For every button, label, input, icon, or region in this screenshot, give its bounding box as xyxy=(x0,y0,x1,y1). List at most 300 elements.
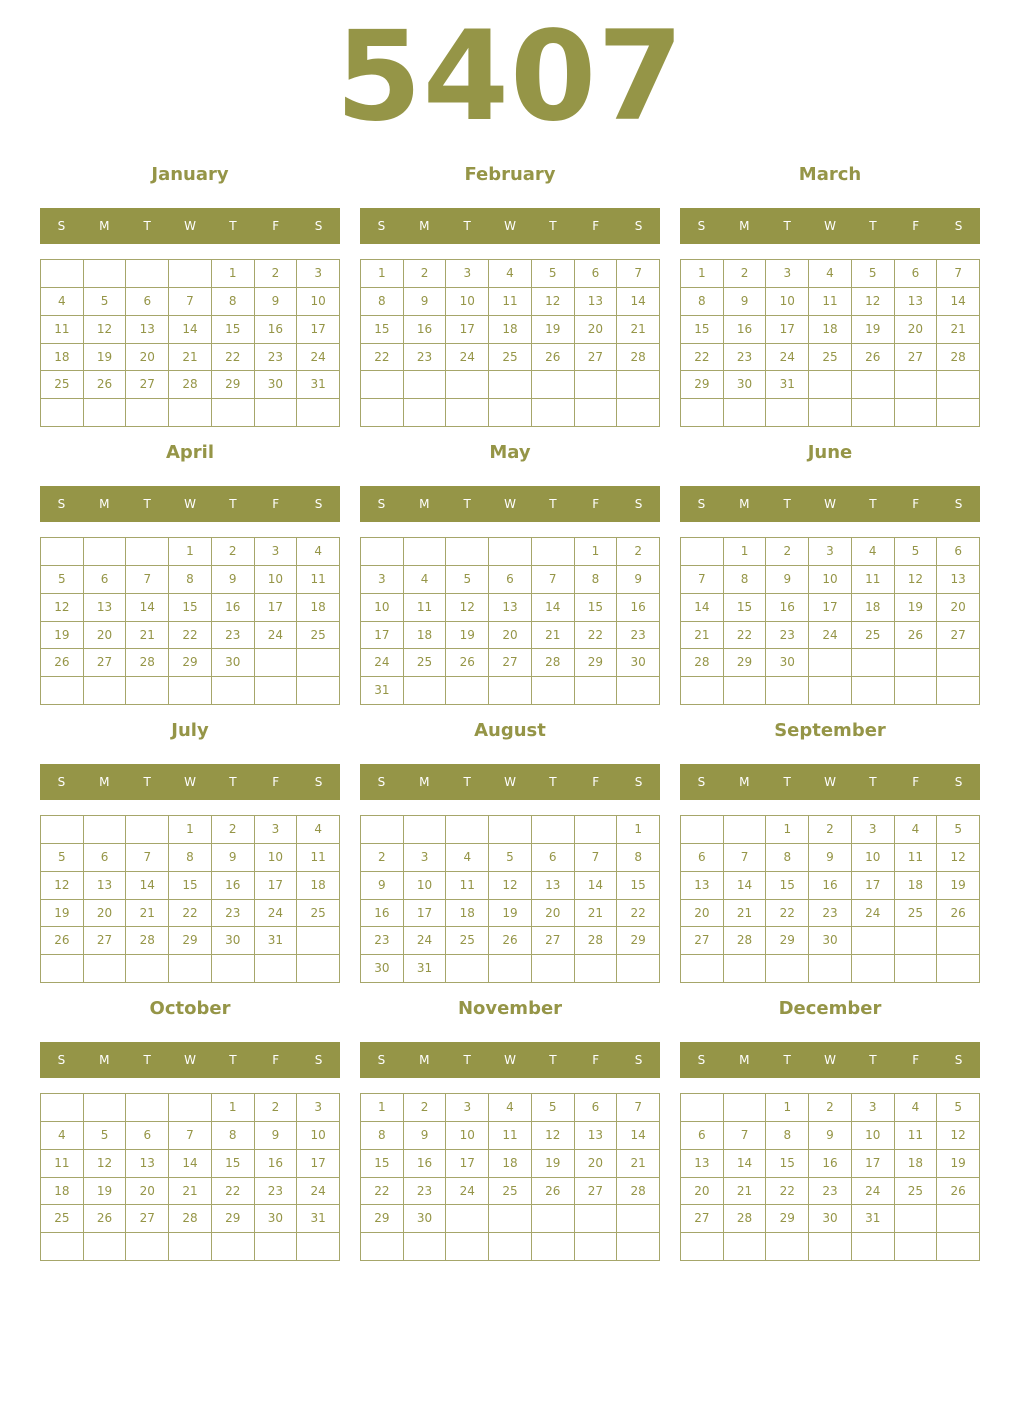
day-cell: 3 xyxy=(297,260,340,288)
empty-day-cell xyxy=(766,955,809,983)
day-cell: 11 xyxy=(404,594,447,622)
empty-day-cell xyxy=(489,955,532,983)
weekday-label: W xyxy=(504,497,516,511)
day-cell: 1 xyxy=(617,816,660,844)
empty-day-cell xyxy=(212,677,255,705)
empty-day-cell xyxy=(937,955,980,983)
day-cell: 18 xyxy=(809,316,852,344)
weekday-label: W xyxy=(184,219,196,233)
day-cell: 25 xyxy=(809,344,852,372)
empty-day-cell xyxy=(724,677,767,705)
day-cell: 11 xyxy=(297,566,340,594)
day-cell: 26 xyxy=(84,1205,127,1233)
day-cell: 29 xyxy=(724,649,767,677)
empty-day-cell xyxy=(212,399,255,427)
empty-day-cell xyxy=(532,1233,575,1261)
day-cell: 23 xyxy=(404,1178,447,1206)
day-cell: 9 xyxy=(766,566,809,594)
empty-day-cell xyxy=(41,955,84,983)
day-cell: 26 xyxy=(895,622,938,650)
weekday-header xyxy=(40,486,340,522)
day-cell: 12 xyxy=(489,872,532,900)
weekday-header xyxy=(680,1042,980,1078)
day-cell: 7 xyxy=(617,260,660,288)
weekday-label: T xyxy=(549,1053,557,1067)
weekday-label: W xyxy=(184,497,196,511)
day-cell: 29 xyxy=(681,371,724,399)
day-cell: 29 xyxy=(212,1205,255,1233)
empty-day-cell xyxy=(575,371,618,399)
day-cell: 22 xyxy=(169,900,212,928)
day-cell: 1 xyxy=(681,260,724,288)
empty-day-cell xyxy=(126,260,169,288)
day-cell: 20 xyxy=(575,316,618,344)
day-cell: 24 xyxy=(446,344,489,372)
weekday-header xyxy=(680,486,980,522)
weekday-label: S xyxy=(634,1053,643,1067)
empty-day-cell xyxy=(852,955,895,983)
weekday-header xyxy=(360,764,660,800)
day-cell: 14 xyxy=(681,594,724,622)
empty-day-cell xyxy=(937,677,980,705)
weekday-label: M xyxy=(99,497,110,511)
day-cell: 27 xyxy=(937,622,980,650)
day-cell: 22 xyxy=(617,900,660,928)
day-cell: 16 xyxy=(809,872,852,900)
empty-day-cell xyxy=(532,538,575,566)
weekday-label: M xyxy=(419,219,430,233)
day-cell: 12 xyxy=(84,1150,127,1178)
day-cell: 14 xyxy=(169,316,212,344)
empty-day-cell xyxy=(84,1233,127,1261)
empty-day-cell xyxy=(446,1233,489,1261)
weekday-label: T xyxy=(229,497,237,511)
day-cell: 15 xyxy=(766,1150,809,1178)
day-cell: 16 xyxy=(404,316,447,344)
weekday-label: T xyxy=(869,219,877,233)
day-cell: 25 xyxy=(41,1205,84,1233)
day-cell: 24 xyxy=(297,1178,340,1206)
day-cell: 24 xyxy=(852,1178,895,1206)
weekday-label: M xyxy=(739,1053,750,1067)
day-cell: 13 xyxy=(681,872,724,900)
day-cell: 26 xyxy=(41,927,84,955)
day-cell: 9 xyxy=(404,288,447,316)
day-cell: 31 xyxy=(255,927,298,955)
day-cell: 10 xyxy=(255,844,298,872)
day-cell: 22 xyxy=(212,344,255,372)
day-cell: 2 xyxy=(255,260,298,288)
day-cell: 18 xyxy=(895,872,938,900)
day-cell: 16 xyxy=(766,594,809,622)
day-cell: 22 xyxy=(169,622,212,650)
day-cell: 1 xyxy=(361,1094,404,1122)
day-cell: 21 xyxy=(169,344,212,372)
day-cell: 23 xyxy=(212,622,255,650)
day-cell: 24 xyxy=(766,344,809,372)
day-cell: 26 xyxy=(84,371,127,399)
empty-day-cell xyxy=(489,1233,532,1261)
weekday-header xyxy=(360,1042,660,1078)
day-cell: 7 xyxy=(126,566,169,594)
month-name: April xyxy=(165,442,215,463)
empty-day-cell xyxy=(809,399,852,427)
weekday-label: F xyxy=(592,219,600,233)
day-cell: 20 xyxy=(532,900,575,928)
day-cell: 18 xyxy=(852,594,895,622)
day-cell: 27 xyxy=(84,649,127,677)
day-cell: 13 xyxy=(84,872,127,900)
day-cell: 23 xyxy=(809,900,852,928)
empty-day-cell xyxy=(766,1233,809,1261)
empty-day-cell xyxy=(41,1233,84,1261)
day-cell: 2 xyxy=(809,1094,852,1122)
day-cell: 10 xyxy=(852,844,895,872)
empty-day-cell xyxy=(681,955,724,983)
day-cell: 28 xyxy=(126,649,169,677)
day-cell: 22 xyxy=(361,1178,404,1206)
weekday-label: T xyxy=(869,1053,877,1067)
day-cell: 9 xyxy=(809,844,852,872)
day-cell: 7 xyxy=(724,844,767,872)
empty-day-cell xyxy=(895,677,938,705)
day-cell: 2 xyxy=(404,1094,447,1122)
empty-day-cell xyxy=(724,1233,767,1261)
empty-day-cell xyxy=(852,649,895,677)
day-cell: 5 xyxy=(41,844,84,872)
empty-day-cell xyxy=(361,1233,404,1261)
day-cell: 27 xyxy=(575,344,618,372)
day-cell: 10 xyxy=(297,288,340,316)
empty-day-cell xyxy=(84,260,127,288)
day-cell: 23 xyxy=(255,344,298,372)
day-cell: 30 xyxy=(361,955,404,983)
empty-day-cell xyxy=(84,955,127,983)
empty-day-cell xyxy=(404,538,447,566)
empty-day-cell xyxy=(212,955,255,983)
day-cell: 8 xyxy=(361,288,404,316)
day-cell: 20 xyxy=(126,344,169,372)
day-cell: 22 xyxy=(766,1178,809,1206)
day-cell: 19 xyxy=(41,900,84,928)
weekday-label: S xyxy=(314,775,323,789)
day-grid xyxy=(680,259,980,427)
empty-day-cell xyxy=(681,1233,724,1261)
day-cell: 28 xyxy=(617,1178,660,1206)
day-cell: 18 xyxy=(297,594,340,622)
day-cell: 20 xyxy=(895,316,938,344)
empty-day-cell xyxy=(617,1233,660,1261)
weekday-label: T xyxy=(783,219,791,233)
day-cell: 4 xyxy=(489,1094,532,1122)
weekday-label: S xyxy=(377,1053,386,1067)
empty-day-cell xyxy=(895,1233,938,1261)
day-cell: 17 xyxy=(404,900,447,928)
day-cell: 12 xyxy=(895,566,938,594)
empty-day-cell xyxy=(852,677,895,705)
day-cell: 11 xyxy=(41,316,84,344)
day-cell: 2 xyxy=(361,844,404,872)
day-cell: 1 xyxy=(766,1094,809,1122)
weekday-label: W xyxy=(824,497,836,511)
day-cell: 2 xyxy=(404,260,447,288)
day-cell: 3 xyxy=(404,844,447,872)
day-cell: 12 xyxy=(852,288,895,316)
day-cell: 23 xyxy=(809,1178,852,1206)
day-cell: 8 xyxy=(361,1122,404,1150)
day-cell: 9 xyxy=(255,1122,298,1150)
day-cell: 30 xyxy=(212,927,255,955)
empty-day-cell xyxy=(126,1233,169,1261)
day-cell: 20 xyxy=(489,622,532,650)
day-cell: 7 xyxy=(169,288,212,316)
day-cell: 26 xyxy=(937,900,980,928)
empty-day-cell xyxy=(681,538,724,566)
weekday-label: T xyxy=(463,219,471,233)
day-cell: 30 xyxy=(766,649,809,677)
empty-day-cell xyxy=(297,649,340,677)
empty-day-cell xyxy=(724,1094,767,1122)
month-name: December xyxy=(778,998,882,1019)
day-cell: 18 xyxy=(446,900,489,928)
empty-day-cell xyxy=(809,955,852,983)
empty-day-cell xyxy=(766,677,809,705)
day-cell: 22 xyxy=(724,622,767,650)
weekday-label: S xyxy=(634,497,643,511)
day-cell: 7 xyxy=(617,1094,660,1122)
empty-day-cell xyxy=(84,677,127,705)
day-cell: 25 xyxy=(489,344,532,372)
day-cell: 23 xyxy=(361,927,404,955)
day-cell: 18 xyxy=(489,316,532,344)
empty-day-cell xyxy=(126,399,169,427)
month-name: March xyxy=(798,164,862,185)
empty-day-cell xyxy=(446,677,489,705)
day-cell: 23 xyxy=(724,344,767,372)
day-cell: 14 xyxy=(575,872,618,900)
day-cell: 19 xyxy=(895,594,938,622)
weekday-label: S xyxy=(697,497,706,511)
day-cell: 26 xyxy=(532,1178,575,1206)
day-cell: 13 xyxy=(126,316,169,344)
weekday-label: S xyxy=(314,497,323,511)
day-cell: 9 xyxy=(617,566,660,594)
day-cell: 9 xyxy=(809,1122,852,1150)
day-cell: 21 xyxy=(617,316,660,344)
day-cell: 6 xyxy=(532,844,575,872)
day-cell: 21 xyxy=(169,1178,212,1206)
day-cell: 8 xyxy=(212,1122,255,1150)
empty-day-cell xyxy=(532,371,575,399)
day-cell: 8 xyxy=(724,566,767,594)
empty-day-cell xyxy=(617,399,660,427)
day-cell: 13 xyxy=(575,1122,618,1150)
empty-day-cell xyxy=(937,927,980,955)
weekday-label: T xyxy=(463,775,471,789)
empty-day-cell xyxy=(489,1205,532,1233)
weekday-label: T xyxy=(229,219,237,233)
weekday-label: T xyxy=(549,219,557,233)
day-cell: 29 xyxy=(766,927,809,955)
day-cell: 9 xyxy=(361,872,404,900)
empty-day-cell xyxy=(895,1205,938,1233)
day-cell: 11 xyxy=(895,844,938,872)
day-cell: 19 xyxy=(446,622,489,650)
day-cell: 2 xyxy=(212,816,255,844)
day-cell: 12 xyxy=(937,844,980,872)
day-cell: 30 xyxy=(212,649,255,677)
empty-day-cell xyxy=(617,371,660,399)
empty-day-cell xyxy=(169,955,212,983)
empty-day-cell xyxy=(297,677,340,705)
day-cell: 19 xyxy=(532,1150,575,1178)
weekday-label: M xyxy=(419,775,430,789)
day-cell: 6 xyxy=(126,288,169,316)
empty-day-cell xyxy=(681,1094,724,1122)
day-cell: 27 xyxy=(575,1178,618,1206)
day-cell: 21 xyxy=(681,622,724,650)
weekday-label: T xyxy=(549,775,557,789)
weekday-label: W xyxy=(504,1053,516,1067)
empty-day-cell xyxy=(575,816,618,844)
day-cell: 5 xyxy=(895,538,938,566)
day-cell: 13 xyxy=(84,594,127,622)
day-cell: 16 xyxy=(255,1150,298,1178)
day-cell: 12 xyxy=(41,594,84,622)
day-cell: 15 xyxy=(212,1150,255,1178)
day-cell: 25 xyxy=(297,622,340,650)
day-cell: 23 xyxy=(212,900,255,928)
day-cell: 26 xyxy=(446,649,489,677)
weekday-label: S xyxy=(697,775,706,789)
empty-day-cell xyxy=(852,1233,895,1261)
empty-day-cell xyxy=(446,399,489,427)
day-cell: 31 xyxy=(404,955,447,983)
empty-day-cell xyxy=(575,1205,618,1233)
empty-day-cell xyxy=(404,399,447,427)
day-cell: 29 xyxy=(169,649,212,677)
empty-day-cell xyxy=(169,677,212,705)
day-cell: 15 xyxy=(724,594,767,622)
day-cell: 22 xyxy=(766,900,809,928)
day-cell: 9 xyxy=(404,1122,447,1150)
day-cell: 19 xyxy=(84,344,127,372)
day-cell: 6 xyxy=(84,566,127,594)
empty-day-cell xyxy=(852,371,895,399)
empty-day-cell xyxy=(532,1205,575,1233)
day-cell: 7 xyxy=(724,1122,767,1150)
day-cell: 1 xyxy=(724,538,767,566)
day-cell: 11 xyxy=(41,1150,84,1178)
empty-day-cell xyxy=(617,955,660,983)
day-cell: 28 xyxy=(169,371,212,399)
day-cell: 1 xyxy=(169,816,212,844)
day-cell: 28 xyxy=(617,344,660,372)
weekday-header xyxy=(680,208,980,244)
day-cell: 13 xyxy=(681,1150,724,1178)
empty-day-cell xyxy=(895,371,938,399)
day-cell: 9 xyxy=(212,566,255,594)
day-grid xyxy=(360,259,660,427)
day-cell: 21 xyxy=(575,900,618,928)
empty-day-cell xyxy=(575,955,618,983)
weekday-label: S xyxy=(954,497,963,511)
day-cell: 13 xyxy=(532,872,575,900)
day-cell: 27 xyxy=(126,1205,169,1233)
empty-day-cell xyxy=(809,649,852,677)
day-cell: 16 xyxy=(361,900,404,928)
day-cell: 14 xyxy=(617,1122,660,1150)
day-cell: 27 xyxy=(681,927,724,955)
empty-day-cell xyxy=(126,538,169,566)
day-cell: 29 xyxy=(575,649,618,677)
weekday-label: W xyxy=(504,219,516,233)
day-cell: 5 xyxy=(852,260,895,288)
day-cell: 17 xyxy=(766,316,809,344)
weekday-label: W xyxy=(824,219,836,233)
day-cell: 22 xyxy=(212,1178,255,1206)
weekday-header xyxy=(360,486,660,522)
empty-day-cell xyxy=(41,677,84,705)
empty-day-cell xyxy=(575,399,618,427)
day-cell: 1 xyxy=(212,1094,255,1122)
day-cell: 28 xyxy=(169,1205,212,1233)
weekday-label: W xyxy=(824,775,836,789)
day-cell: 14 xyxy=(126,594,169,622)
day-cell: 7 xyxy=(532,566,575,594)
day-cell: 31 xyxy=(852,1205,895,1233)
day-cell: 8 xyxy=(681,288,724,316)
empty-day-cell xyxy=(41,1094,84,1122)
empty-day-cell xyxy=(446,538,489,566)
day-cell: 5 xyxy=(84,1122,127,1150)
empty-day-cell xyxy=(126,955,169,983)
day-cell: 31 xyxy=(766,371,809,399)
weekday-label: F xyxy=(912,219,920,233)
weekday-label: T xyxy=(229,775,237,789)
day-cell: 23 xyxy=(617,622,660,650)
day-cell: 1 xyxy=(361,260,404,288)
empty-day-cell xyxy=(681,399,724,427)
day-cell: 24 xyxy=(852,900,895,928)
empty-day-cell xyxy=(41,399,84,427)
empty-day-cell xyxy=(84,399,127,427)
day-cell: 9 xyxy=(724,288,767,316)
day-cell: 15 xyxy=(361,316,404,344)
day-cell: 10 xyxy=(446,288,489,316)
day-cell: 4 xyxy=(852,538,895,566)
day-cell: 20 xyxy=(937,594,980,622)
day-cell: 6 xyxy=(895,260,938,288)
day-cell: 11 xyxy=(809,288,852,316)
day-cell: 5 xyxy=(532,1094,575,1122)
empty-day-cell xyxy=(489,677,532,705)
weekday-label: M xyxy=(99,775,110,789)
day-cell: 30 xyxy=(809,927,852,955)
weekday-label: T xyxy=(783,775,791,789)
month-name: September xyxy=(774,720,886,741)
day-cell: 16 xyxy=(404,1150,447,1178)
empty-day-cell xyxy=(255,677,298,705)
empty-day-cell xyxy=(895,927,938,955)
day-cell: 21 xyxy=(937,316,980,344)
day-cell: 23 xyxy=(404,344,447,372)
day-cell: 1 xyxy=(766,816,809,844)
weekday-label: S xyxy=(954,219,963,233)
day-cell: 26 xyxy=(532,344,575,372)
weekday-label: S xyxy=(57,219,66,233)
empty-day-cell xyxy=(617,677,660,705)
